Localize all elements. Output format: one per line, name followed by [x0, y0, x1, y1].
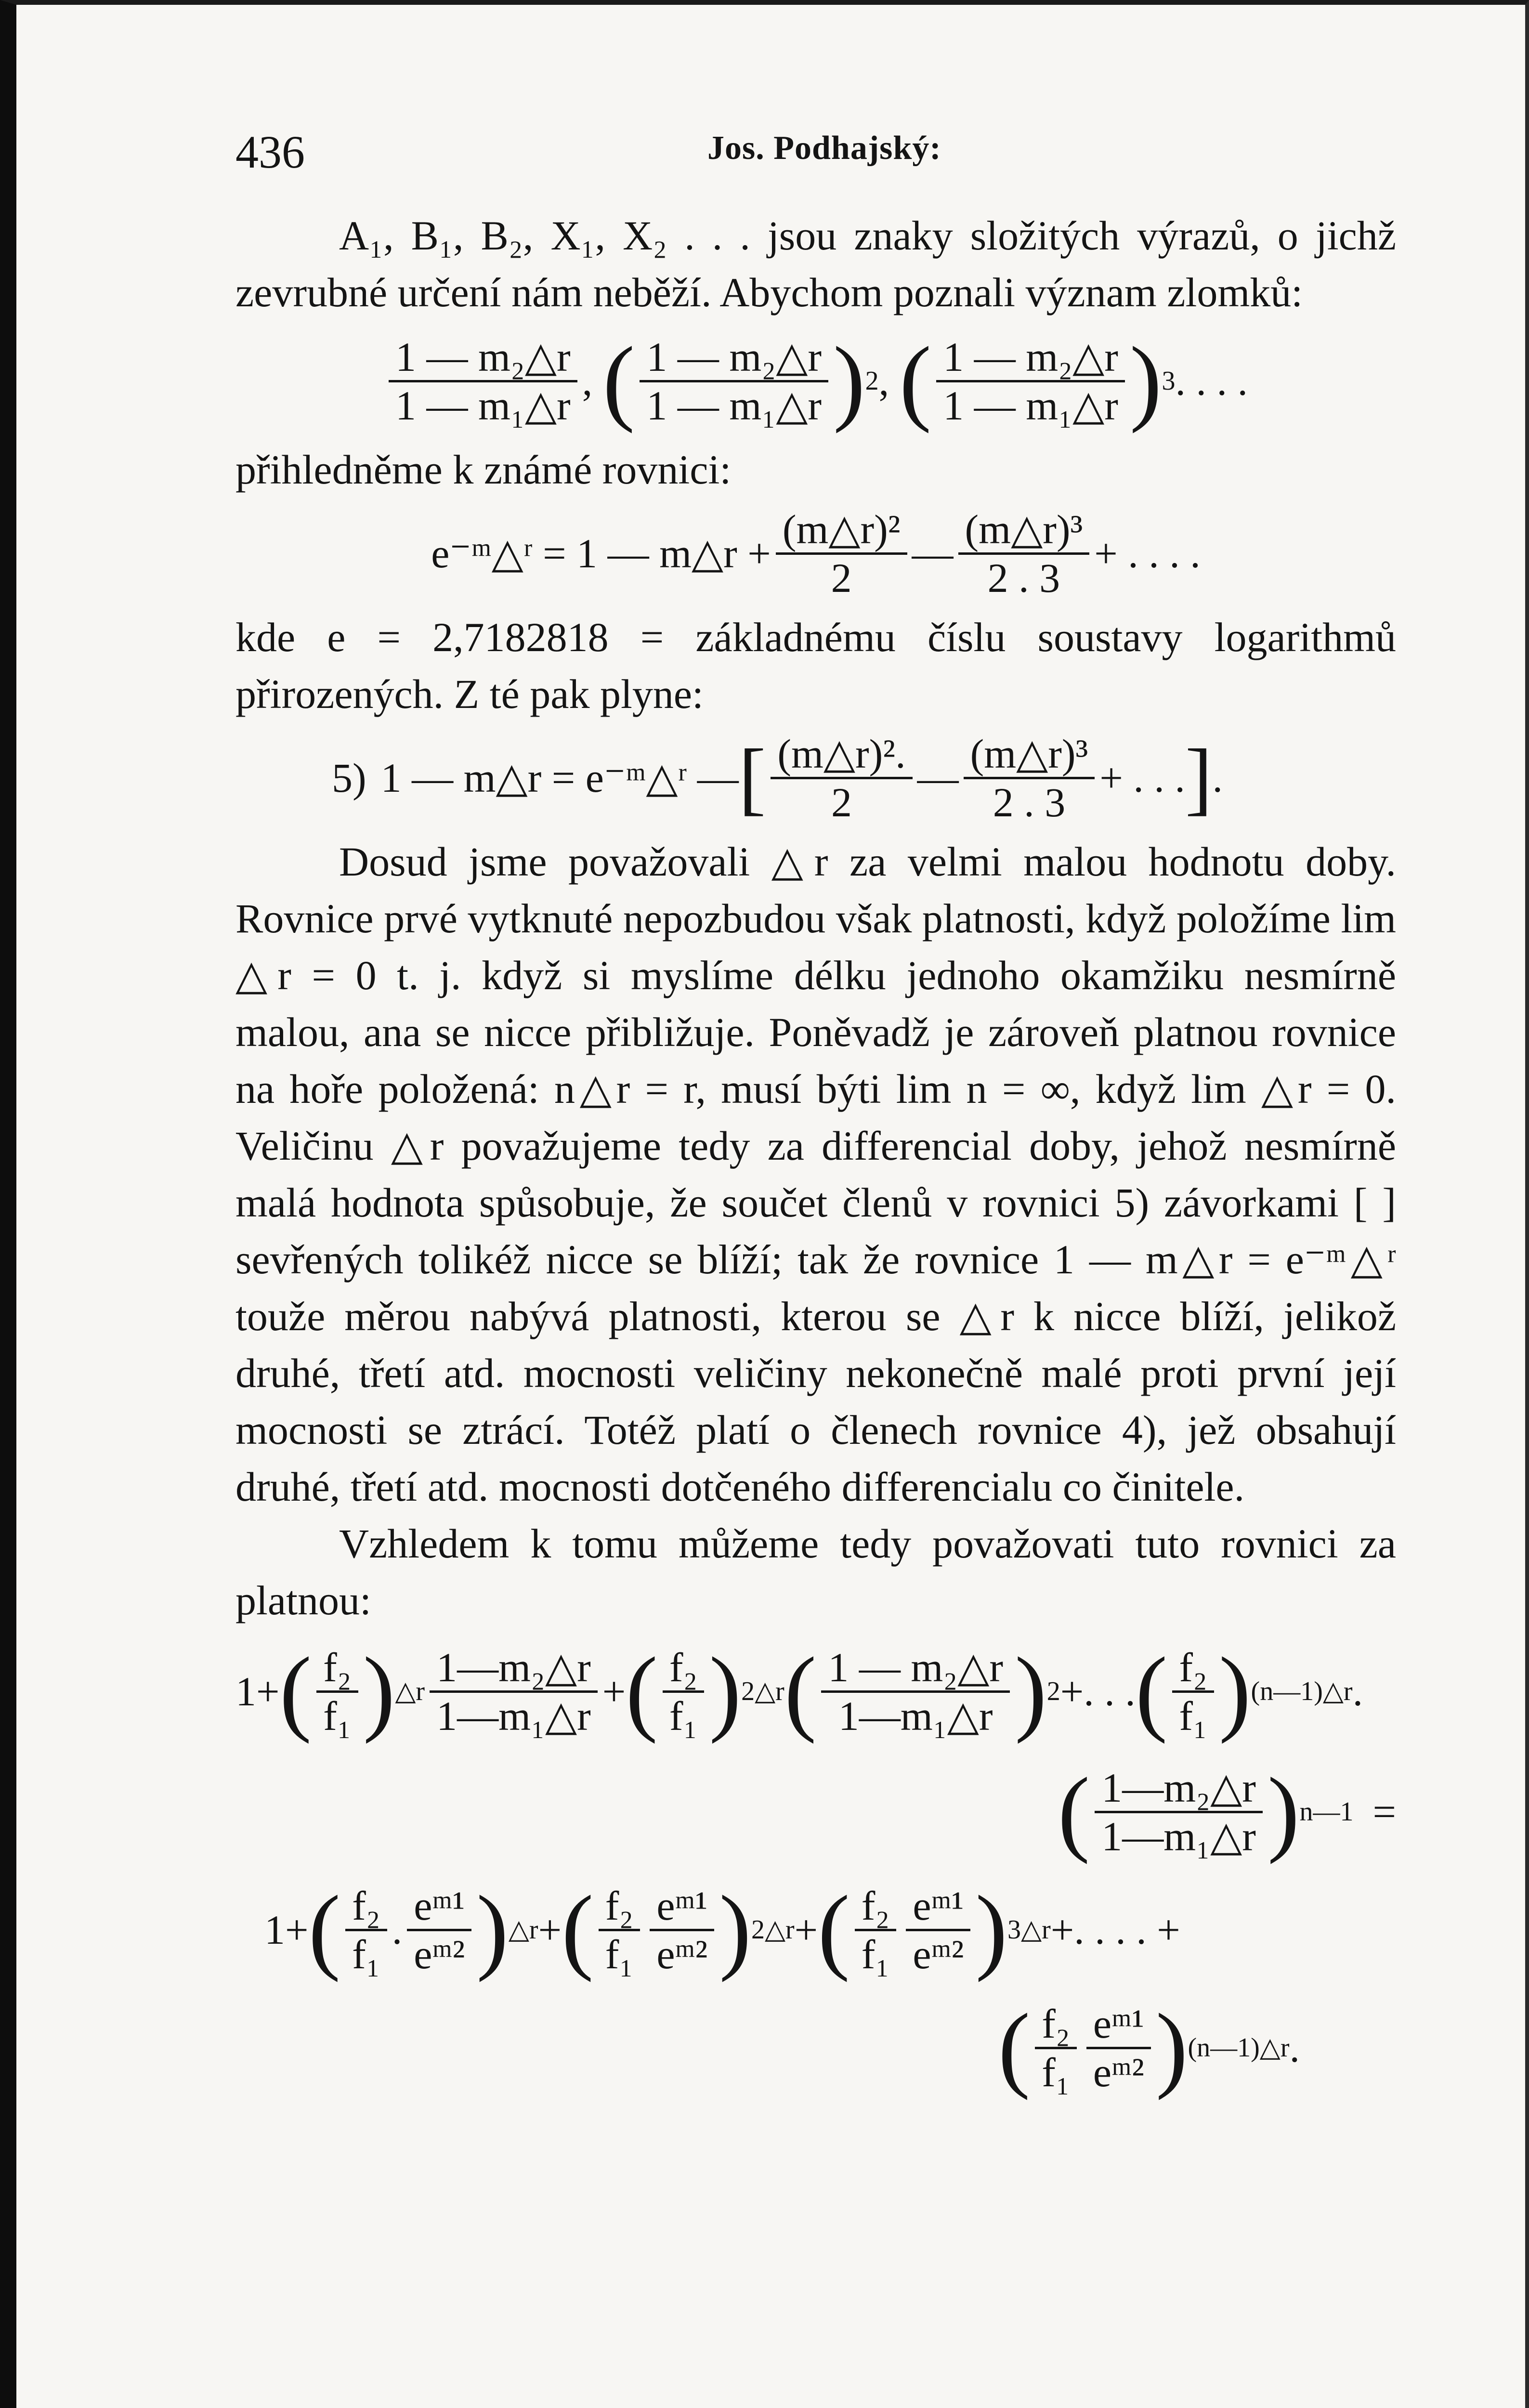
- fraction-denominator: 1 — m₁△r: [395, 382, 571, 429]
- ratio-f: [1172, 1644, 1214, 1739]
- paragraph-3: kde e = 2,7182818 = základnému číslu soustavy logarithmů přirozených. Z té pak plyne:: [235, 614, 1396, 717]
- series-term-3: [958, 506, 1090, 601]
- f2: f₂: [316, 1644, 358, 1693]
- page-body: [235, 207, 1396, 2106]
- term-denominator: 2: [831, 554, 852, 601]
- plus-sign: +: [794, 1907, 818, 1953]
- f1: f₁: [861, 1931, 890, 1977]
- minus-sign: —: [912, 530, 954, 576]
- series-term-2: [776, 506, 907, 601]
- f1: f₁: [605, 1931, 634, 1977]
- paragraph-5: Vzhledem k tomu můžeme tedy považovati tuto rovnici za platnou:: [235, 1520, 1396, 1623]
- fraction-numerator: 1 — m₂△r: [389, 334, 577, 382]
- fraction-m: [1095, 1765, 1263, 1859]
- f1: f₁: [323, 1692, 352, 1739]
- f1: f₁: [1179, 1692, 1207, 1739]
- f1: f₁: [669, 1692, 698, 1739]
- period: .: [1212, 755, 1223, 801]
- paragraph-4: Dosud jsme považovali △r za velmi malou hodnotu doby. Rovnice prvé vytknuté nepozbudou však platnosti, když položíme lim △r = 0 t. j. když si myslíme délku jednoho okamžiku nesmírně malou, ana se nicce přibližuje. Poněvadž je zároveň platnou rovnice na hoře položená: n△r = r, musí býti lim n = ∞, když lim △r = 0. Veličinu △r považujeme tedy za differencial doby, jehož nesmírně malá hodnota spůsobuje, že součet členů v rovnici 5) závorkami [ ] sevřených tolikéž nicce se blíží; tak že rovnice 1 — m△r = e⁻ᵐ△ʳ touže měrou nabývá platnosti, kterou se △r k nicce blíží, jelikož druhé, třetí atd. mocnosti veličiny nekonečně malé proti první její mocnosti se ztrácí. Totéž platí o členech rovnice 4), jež obsahují druhé, třetí atd. mocnosti dotčeného differencialu co činitele.: [235, 838, 1396, 1510]
- ratio-em: [1086, 2001, 1151, 2095]
- e-m1: eᵐ¹: [1086, 2001, 1151, 2049]
- f2: f₂: [1172, 1644, 1214, 1693]
- series-lhs: e⁻ᵐ△ʳ = 1 — m△r +: [431, 530, 771, 576]
- series-tail: + . . . .: [1094, 530, 1201, 576]
- series-dots: +. . . . +: [1050, 1907, 1180, 1953]
- ellipsis: . . . .: [1175, 358, 1248, 404]
- term-denominator: 2 . 3: [987, 554, 1060, 601]
- equation-exponential-series: [235, 498, 1396, 609]
- series-dots: +. . .: [1060, 1668, 1136, 1714]
- big-equation-line-3: 1+ ( $\frac{\text{f₂}}{\text{f₁}}$ . $\frac{\text{eᵐ¹}}{\text{eᵐ²}}$ ) △r + ( $\frac{\text{f₂}}{\text{f₁}}$ $\frac{\text{eᵐ¹}}{\text{eᵐ²}}$ ) 2△r + ( $\frac{\text{f₂}}{\text{f₁}}$ $\frac{\text{eᵐ¹}}{\text{eᵐ²}}$ ) 3△r +. . . . +: [264, 1876, 1180, 1983]
- paragraph-1: A₁, B₁, B₂, X₁, X₂ . . . jsou znaky složitých výrazů, o jichž zevrubné určení nám neběží. Abychom poznali význam zlomků:: [235, 212, 1396, 315]
- term-numerator: (m△r)³: [958, 506, 1090, 555]
- fraction-numerator: 1—m₂△r: [1095, 1765, 1263, 1813]
- f2: f₂: [345, 1883, 387, 1931]
- ratio-em: [906, 1883, 970, 1977]
- ratio-f: [599, 1883, 640, 1977]
- fraction-denominator: 1 — m₁△r: [943, 382, 1118, 429]
- fraction-cubed: [936, 334, 1125, 429]
- running-head: Jos. Podhajský:: [707, 130, 941, 167]
- ratio-f: [316, 1644, 358, 1739]
- fraction-numerator: 1 — m₂△r: [640, 334, 828, 382]
- e-m1: eᵐ¹: [906, 1883, 970, 1931]
- fraction-squared: [640, 334, 828, 429]
- equation-5-lhs: 1 — m△r = e⁻ᵐ△ʳ —: [380, 755, 739, 801]
- e-m1: eᵐ¹: [407, 1883, 471, 1931]
- page-number: 436: [235, 126, 305, 178]
- fraction-numerator: 1 — m₂△r: [936, 334, 1125, 382]
- multiply-dot: .: [392, 1907, 403, 1953]
- fraction-denominator: 1—m₁△r: [838, 1692, 993, 1739]
- page-header: [235, 125, 1381, 178]
- ratio-f: [1035, 2001, 1077, 2095]
- one-plus: 1+: [235, 1668, 280, 1714]
- fraction-plain: [389, 334, 577, 429]
- period: .: [1289, 2025, 1300, 2071]
- f2: f₂: [1035, 2001, 1077, 2049]
- ratio-f: [345, 1883, 387, 1977]
- e-m2: eᵐ²: [656, 1931, 708, 1977]
- equation-label: 5): [332, 755, 366, 801]
- term-denominator: 2: [831, 779, 852, 825]
- fraction-m: [430, 1644, 598, 1739]
- paragraph-2: přihledněme k známé rovnici:: [235, 446, 732, 493]
- e-m2: eᵐ²: [913, 1931, 964, 1977]
- e-m2: eᵐ²: [1093, 2049, 1144, 2095]
- big-equation-line-4: ( $\frac{\text{f₂}}{\text{f₁}}$ $\frac{\text{eᵐ¹}}{\text{eᵐ²}}$ ) (n—1)△r .: [998, 1994, 1300, 2101]
- term-numerator: (m△r)².: [771, 731, 912, 779]
- term-numerator: (m△r)³: [964, 731, 1095, 779]
- fraction-m: [821, 1644, 1010, 1739]
- equation-fractions: $\frac{\text{1 — m₂△r}}{\text{1 — m₁△r}}$ , ( $\frac{\text{1 — m₂△r}}{\text{1 — m₁△r}}$ ) 2 , ( $\frac{\text{1 — m₂△r}}{\text{1 — m₁△r}}$ ) 3 . . . .: [235, 321, 1396, 441]
- ratio-em: [650, 1883, 714, 1977]
- term-numerator: (m△r)²: [776, 506, 907, 555]
- fraction-numerator: 1—m₂△r: [430, 1644, 598, 1693]
- big-equation-line-2: ( $\frac{\text{1—m₂△r}}{\text{1—m₁△r}}$ ) n—1 =: [1058, 1758, 1396, 1865]
- minus-sign: —: [917, 755, 959, 801]
- f2: f₂: [599, 1883, 640, 1931]
- plus-sign: +: [602, 1668, 626, 1714]
- eq5-term-2: [771, 731, 912, 825]
- fraction-denominator: 1 — m₁△r: [646, 382, 822, 429]
- f1: f₁: [1042, 2049, 1070, 2095]
- plus-sign: +: [538, 1907, 562, 1953]
- e-m1: eᵐ¹: [650, 1883, 714, 1931]
- f2: f₂: [663, 1644, 705, 1693]
- series-tail: + . . .: [1099, 755, 1185, 801]
- f2: f₂: [855, 1883, 897, 1931]
- period: .: [1352, 1668, 1363, 1714]
- ratio-f: [663, 1644, 705, 1739]
- big-equation-line-1: 1+ ( $\frac{\text{f₂}}{\text{f₁}}$ ) △r $\frac{\text{1—m₂△r}}{\text{1—m₁△r}}$ + ( $\frac{\text{f₂}}{\text{f₁}}$ ) 2△r ( $\frac{\text{1 — m₂△r}}{\text{1—m₁△r}}$ ) 2 +. . . ( $\frac{\text{f₂}}{\text{f₁}}$ ) (n—1)△r .: [235, 1638, 1363, 1744]
- equals-sign: =: [1372, 1789, 1396, 1835]
- ratio-f: [855, 1883, 897, 1977]
- term-denominator: 2 . 3: [993, 779, 1066, 825]
- equation-5: 5) 1 — m△r = e⁻ᵐ△ʳ — [ $\frac{\text{(m△r)².}}{2}$ — $\frac{\text{(m△r)³}}{2 . 3}$ + . . . ] .: [332, 730, 1223, 825]
- fraction-denominator: 1—m₁△r: [1101, 1813, 1256, 1859]
- fraction-denominator: 1—m₁△r: [436, 1692, 591, 1739]
- one-plus: 1+: [264, 1907, 309, 1953]
- fraction-numerator: 1 — m₂△r: [821, 1644, 1010, 1693]
- e-m2: eᵐ²: [414, 1931, 465, 1977]
- f1: f₁: [352, 1931, 380, 1977]
- eq5-term-3: [964, 731, 1095, 825]
- ratio-em: [407, 1883, 471, 1977]
